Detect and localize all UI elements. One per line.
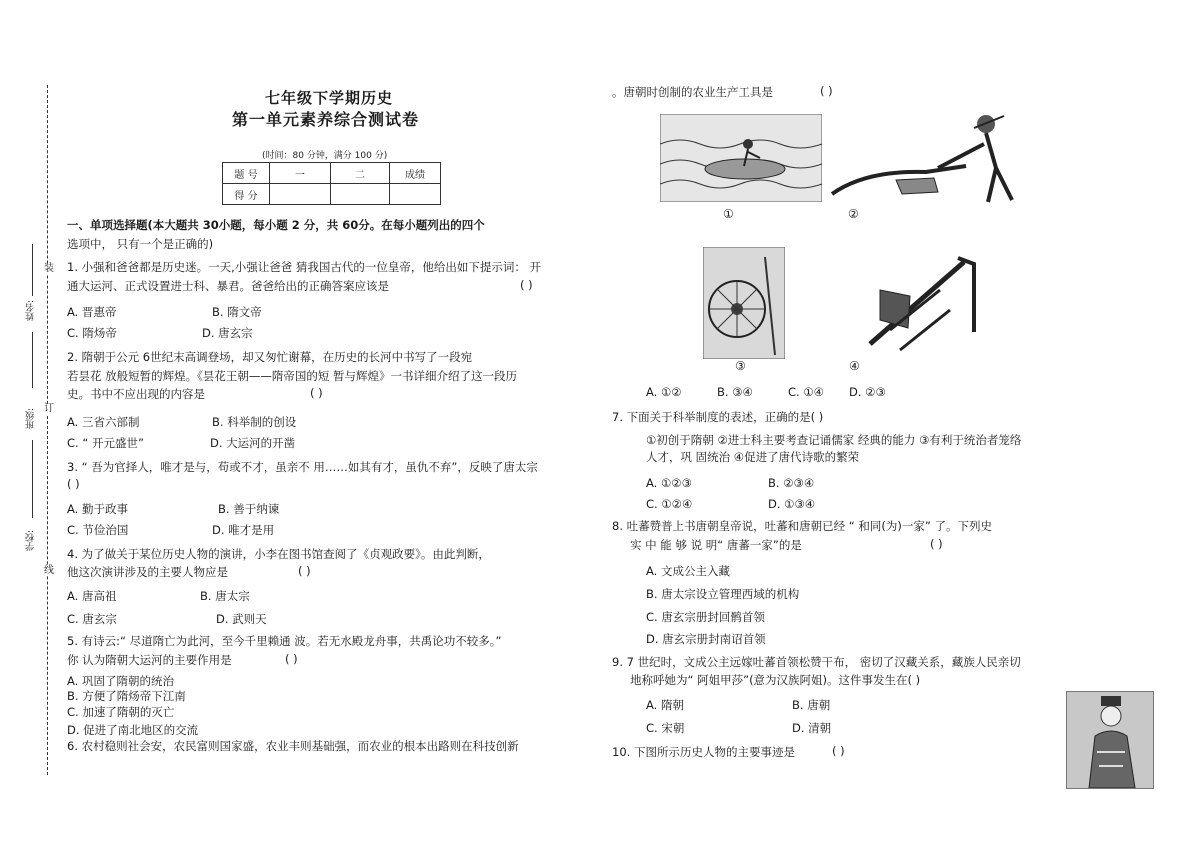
figure-label-3: ③: [735, 359, 746, 373]
q4-option-a: A. 唐高祖: [67, 589, 117, 603]
q3-option-c: C. 节俭治国: [67, 523, 129, 537]
q2-line3: 史。书中不应出现的内容是: [67, 387, 205, 401]
q5-line2: 你 认为隋朝大运河的主要作用是: [67, 653, 232, 667]
tool-figure-2-plough: [826, 110, 1038, 206]
q2-option-c: C. “ 开元盛世”: [67, 436, 144, 450]
q5-answer-bracket: ( ): [285, 652, 298, 666]
q2-option-a: A. 三省六部制: [67, 415, 140, 429]
q7-line1: 7. 下面关于科举制度的表述，正确的是( ): [612, 410, 824, 424]
paper-title-line2: 第一单元素养综合测试卷: [232, 110, 420, 129]
q8-option-d: D. 唐玄宗册封南诏首领: [646, 632, 766, 646]
q7-option-c: C. ①②④: [646, 497, 693, 511]
q9-option-a: A. 隋朝: [646, 698, 684, 712]
q9-option-b: B. 唐朝: [792, 698, 831, 712]
score-cell: 二: [331, 163, 390, 184]
q4-answer-bracket: ( ): [298, 564, 311, 578]
q3-line1: 3. “ 吾为官择人，唯才是与，苟或不才，虽亲不 用……如其有才，虽仇不弃”，反映了唐太宗: [67, 460, 538, 474]
q9-line2: 地称呼她为“ 阿姐甲莎”(意为汉族阿姐)。这件事发生在( ): [630, 673, 921, 687]
score-table-row: [223, 163, 441, 184]
q8-option-b: B. 唐太宗设立管理西域的机构: [646, 587, 800, 601]
q4-option-d: D. 武则天: [216, 612, 267, 626]
q7-line3: 人才，巩 固统治 ④促进了唐代诗歌的繁荣: [646, 450, 860, 464]
q2-answer-bracket: ( ): [310, 386, 323, 400]
paper-title-line1: 七年级下学期历史: [265, 89, 394, 107]
q5-option-c: C. 加速了隋朝的灭亡: [67, 705, 175, 719]
score-cell: [331, 184, 390, 205]
score-cell: 成绩: [390, 163, 441, 184]
q7-option-b: B. ②③④: [768, 476, 815, 490]
section1-heading-line2: 选项中， 只有一个是正确的): [67, 237, 214, 251]
figure-label-1: ①: [723, 207, 734, 221]
q9-option-d: D. 清朝: [792, 721, 832, 735]
q1-option-b: B. 隋文帝: [212, 305, 262, 319]
q8-line2: 实 中 能 够 说 明“ 唐蕃一家”的是: [630, 538, 802, 552]
q9-line1: 9. 7 世纪时，文成公主远嫁吐蕃首领松赞干布， 密切了汉藏关系，藏族人民亲切: [612, 655, 1021, 669]
q5-option-a: A. 巩固了隋朝的统治: [67, 674, 174, 688]
binding-dashed-line: [47, 85, 48, 775]
q8-answer-bracket: ( ): [930, 537, 943, 551]
q10-line1: 10. 下图所示历史人物的主要事迹是: [612, 745, 795, 759]
q2-option-b: B. 科举制的创设: [212, 415, 297, 429]
q1-option-a: A. 晋惠帝: [67, 305, 117, 319]
score-cell: [270, 184, 331, 205]
q4-option-c: C. 唐玄宗: [67, 612, 117, 626]
q7-option-a: A. ①②③: [646, 476, 692, 490]
name-label: 姓名:: [26, 300, 36, 322]
q3-option-d: D. 唯才是用: [212, 523, 275, 537]
q8-line1: 8. 吐蕃赞普上书唐朝皇帝说，吐蕃和唐朝已经 “ 和同(为)一家” 了。下列史: [612, 519, 992, 533]
exam-info: (时间：80 分钟，满分 100 分): [262, 151, 388, 161]
binding-char-xian: 线: [44, 565, 54, 576]
q2-line2: 若昙花 放般短暂的辉煌。《昙花王朝——隋帝国的短 暂与辉煌》一书详细介绍了这一段历: [67, 369, 518, 383]
q8-option-a: A. 文成公主入藏: [646, 564, 730, 578]
class-label: 班级:: [26, 408, 36, 430]
q3-answer-bracket: ( ): [67, 477, 80, 491]
tool-figure-4-quyuanli: [850, 250, 980, 358]
score-table: [222, 162, 441, 205]
q3-option-b: B. 善于纳谏: [218, 502, 280, 516]
tool-figure-1-waterwheel-boat: [660, 114, 822, 202]
school-label: 学校:: [26, 530, 36, 552]
q5-option-b: B. 方便了隋炀帝下江南: [67, 689, 186, 703]
binding-char-zhuang: 装: [44, 263, 54, 274]
historical-figure-portrait: [1066, 691, 1154, 789]
score-table-row: [223, 184, 441, 205]
figure-label-2: ②: [848, 207, 859, 221]
q1-answer-bracket: ( ): [520, 278, 533, 292]
q6-option-b: B. ③④: [717, 385, 753, 399]
score-cell: 得 分: [223, 184, 270, 205]
q4-line1: 4. 为了做关于某位历史人物的演讲，小李在图书馆查阅了《贞观政要》。由此判断，: [67, 547, 490, 561]
score-cell: 题 号: [223, 163, 270, 184]
figure-label-4: ④: [849, 359, 860, 373]
q9-option-c: C. 宋朝: [646, 721, 685, 735]
q2-option-d: D. 大运河的开凿: [210, 436, 296, 450]
q6-option-a: A. ①②: [646, 385, 682, 399]
q7-line2: ①初创于隋朝 ②进士科主要考查记诵儒家 经典的能力 ③有利于统治者笼络: [646, 433, 1022, 447]
q6-line2: 。唐朝时创制的农业生产工具是: [612, 85, 773, 99]
class-blank: [32, 440, 33, 518]
q10-answer-bracket: ( ): [832, 744, 845, 758]
q3-option-a: A. 勤于政事: [67, 502, 128, 516]
q5-option-d: D. 促进了南北地区的交流: [67, 723, 199, 737]
q6-line1: 6. 农村稳则社会安，农民富则国家盛，农业丰则基础强，而农业的根本出路则在科技创新: [67, 739, 519, 753]
q1-line2: 通大运河、正式设置进士科、暴君。爸爸给出的正确答案应该是: [67, 279, 389, 293]
q1-option-c: C. 隋炀帝: [67, 326, 117, 340]
section1-heading-line1: 一、单项选择题(本大题共 30小题，每小题 2 分，共 60分。在每小题列出的四个: [67, 218, 485, 232]
score-cell: 一: [270, 163, 331, 184]
q6-option-c: C. ①④: [788, 385, 824, 399]
q1-line1: 1. 小强和爸爸都是历史迷。一天,小强让爸爸 猜我国古代的一位皇帝，他给出如下提示词： 开: [67, 260, 542, 274]
name-blank-bottom: [32, 332, 33, 388]
q8-option-c: C. 唐玄宗册封回鹘首领: [646, 610, 765, 624]
name-blank-top: [32, 244, 33, 296]
q6-option-d: D. ②③: [849, 385, 886, 399]
q4-line2: 他这次演讲涉及的主要人物应是: [67, 565, 228, 579]
q7-option-d: D. ①③④: [768, 497, 816, 511]
q2-line1: 2. 隋朝于公元 6世纪末高调登场，却又匆忙谢幕，在历史的长河中书写了一段宛: [67, 350, 473, 364]
q6-answer-bracket: ( ): [820, 84, 833, 98]
q4-option-b: B. 唐太宗: [200, 589, 250, 603]
score-cell: [390, 184, 441, 205]
q1-option-d: D. 唐玄宗: [202, 326, 253, 340]
binding-char-ding: 订: [44, 403, 54, 414]
q5-line1: 5. 有诗云:“ 尽道隋亡为此河，至今千里赖通 波。若无水殿龙舟事，共禹论功不较多。”: [67, 634, 502, 648]
tool-figure-3-tongche: [703, 247, 785, 359]
